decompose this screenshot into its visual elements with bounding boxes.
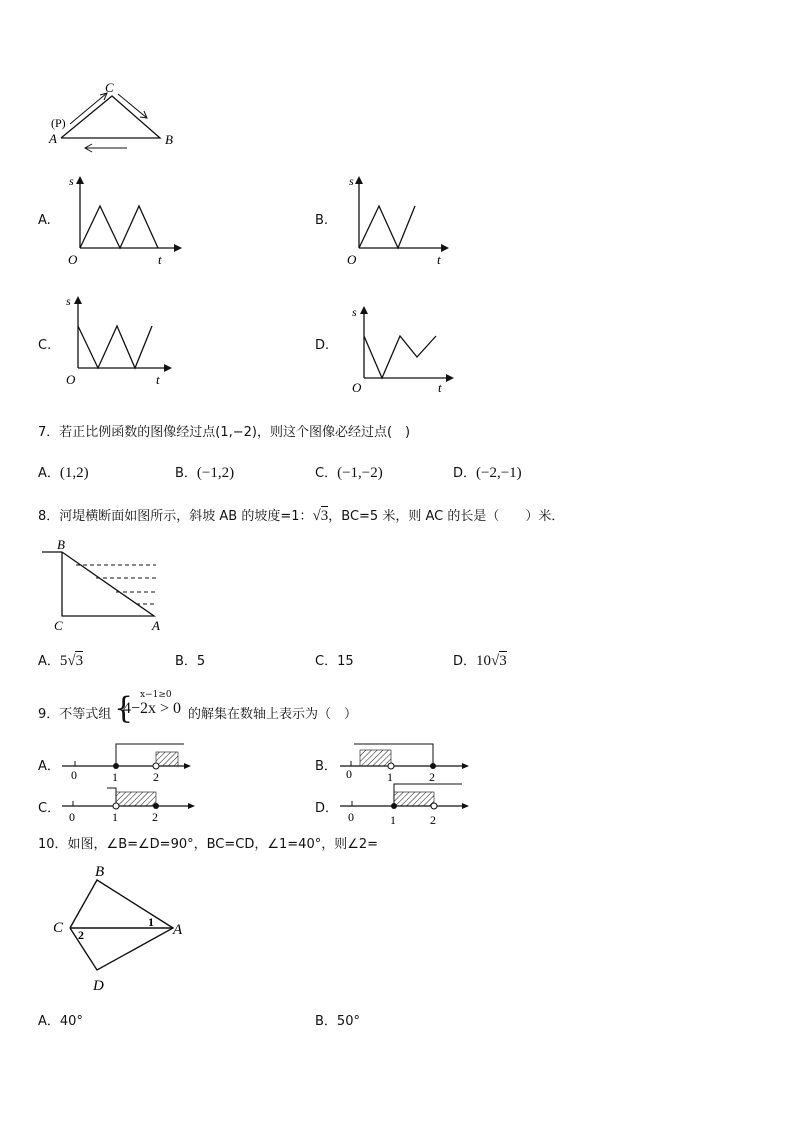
svg-text:O: O [347,252,357,267]
svg-text:B: B [57,537,65,552]
svg-text:0: 0 [69,810,75,824]
q9-option-c-numberline[interactable] [60,784,195,826]
svg-text:2: 2 [430,813,436,826]
q8-option-c[interactable]: C．15 [315,654,354,669]
svg-text:O: O [68,252,78,267]
svg-text:1: 1 [112,770,118,784]
q6-label-a: A [49,131,57,146]
q6-option-b-graph[interactable] [345,172,465,268]
q6-label-b: B [165,132,173,147]
svg-text:2: 2 [153,770,159,784]
svg-text:D: D [93,978,104,994]
q6-option-c-letter[interactable]: C. [38,338,52,353]
svg-text:0: 0 [348,810,354,824]
svg-text:t: t [158,252,162,267]
svg-text:2: 2 [152,810,158,824]
q8-embankment-figure [40,536,170,636]
svg-text:O: O [352,380,362,395]
svg-text:2: 2 [78,928,84,942]
svg-text:t: t [438,380,442,395]
q6-label-p: (P) [51,116,66,130]
svg-text:A: A [173,922,183,938]
q8-stem-radicand: 3 [320,508,329,524]
q9-option-a-letter[interactable]: A． [38,759,60,774]
q10-option-b[interactable]: B．50° [315,1014,360,1029]
q7-option-a[interactable]: A．(1,2) [38,465,89,481]
svg-text:O: O [66,372,76,387]
q6-option-a-letter[interactable]: A. [38,213,51,228]
q9-option-b-letter[interactable]: B． [315,759,337,774]
q9-option-d-letter[interactable]: D． [315,801,339,816]
q9-option-d-numberline[interactable] [338,778,473,826]
svg-text:t: t [437,252,441,267]
q10-kite-figure [45,858,195,998]
svg-text:0: 0 [71,768,77,782]
q6-option-d-letter[interactable]: D. [315,338,330,353]
q9-system-brace: { [114,691,134,726]
q8-option-d[interactable]: D．10√ 3 [453,653,507,669]
q9-system-line2: 4−2x > 0 [123,700,182,717]
q6-option-b-letter[interactable]: B. [315,213,329,228]
q7-stem: 7．若正比例函数的图像经过点(1,−2)，则这个图像必经过点( ) [38,425,411,440]
q6-option-a-graph[interactable] [66,172,186,268]
q8-option-a[interactable]: A．5√ 3 [38,653,84,669]
svg-text:A: A [152,618,160,633]
svg-text:1: 1 [387,770,393,784]
q6-option-d-graph[interactable] [350,302,470,398]
svg-text:2: 2 [429,770,435,784]
q6-triangle-figure [45,78,185,153]
q8-option-b[interactable]: B．5 [175,654,206,669]
q7-option-d[interactable]: D．(−2,−1) [453,465,522,481]
q10-option-a[interactable]: A．40° [38,1014,83,1029]
q9-option-a-numberline[interactable] [60,738,195,784]
svg-text:C: C [53,920,64,936]
svg-text:s: s [69,174,74,188]
svg-text:s: s [349,174,354,188]
q9-stem-before: 9．不等式组 [38,707,112,722]
q8-stem: 8．河堤横断面如图所示，斜坡 AB 的坡度=1：√ 3，BC=5 米，则 AC 的长是（ ）米． [38,508,565,524]
svg-text:t: t [156,372,160,387]
svg-text:1: 1 [148,915,154,929]
q6-option-c-graph[interactable] [64,292,184,390]
svg-text:B: B [95,864,105,880]
q9-option-c-letter[interactable]: C． [38,801,61,816]
q7-option-b[interactable]: B．(−1,2) [175,465,235,481]
svg-text:1: 1 [112,810,118,824]
q9-stem-after: 的解集在数轴上表示为（ ） [188,707,358,722]
q7-option-c[interactable]: C．(−1,−2) [315,465,383,481]
q6-label-c: C [105,80,114,95]
svg-text:1: 1 [390,813,396,826]
svg-text:C: C [54,618,63,633]
q10-stem: 10．如图，∠B=∠D=90°，BC=CD，∠1=40°，则∠2= [38,837,379,852]
svg-text:0: 0 [346,767,352,781]
svg-text:s: s [66,294,71,308]
svg-text:s: s [352,305,357,319]
q9-system-line1: x−1≥0 [140,690,172,700]
